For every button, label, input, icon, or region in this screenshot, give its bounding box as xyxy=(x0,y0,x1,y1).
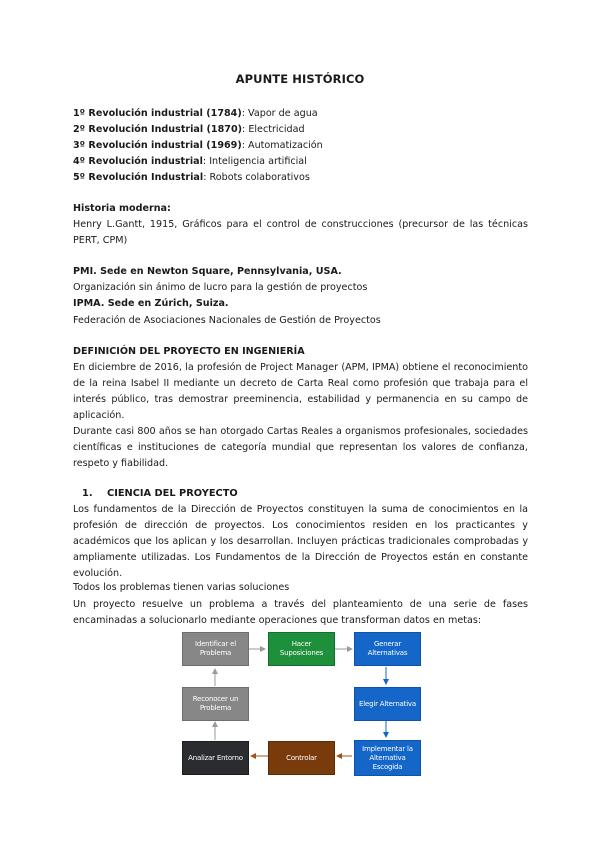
revolution-item-5 xyxy=(73,170,527,186)
revolution-sep: : xyxy=(241,140,249,151)
box-hacer-suposiciones: Hacer Suposiciones xyxy=(268,632,335,666)
ipma-heading: IPMA. Sede en Zúrich, Suiza. xyxy=(73,298,229,309)
section-number: 1. xyxy=(82,488,93,499)
revolution-text: Inteligencia artificial xyxy=(209,156,307,167)
revolution-label: 1º Revolución industrial (1784) xyxy=(73,108,242,119)
revolution-sep: : xyxy=(202,156,210,167)
ipma-text: Federación de Asociaciones Nacionales de Gestión de Proyectos xyxy=(73,315,381,326)
box-identificar-problema: Identificar el Problema xyxy=(182,632,249,666)
definition-heading: DEFINICIÓN DEL PROYECTO EN INGENIERÍA xyxy=(73,346,305,357)
revolution-item-4 xyxy=(73,154,527,170)
section-title: CIENCIA DEL PROYECTO xyxy=(107,488,238,499)
revolution-item-3 xyxy=(73,138,527,154)
revolution-text: Robots colaborativos xyxy=(209,172,310,183)
box-elegir-alternativa: Elegir Alternativa xyxy=(354,687,421,721)
revolution-label: 4º Revolución industrial xyxy=(73,156,203,167)
revolution-sep: : xyxy=(241,108,249,119)
revolution-text: Electricidad xyxy=(248,124,305,135)
definition-paragraph-2: Durante casi 800 años se han otorgado Cartas Reales a organismos profesionales, sociedades científicas e instituciones de categoría mundial que representan los valores de confianza, respeto y fiabilidad. xyxy=(73,426,528,469)
revolution-text: Automatización xyxy=(248,140,323,151)
box-reconocer-problema: Reconocer un Problema xyxy=(182,687,249,721)
section-1-paragraph-1: Los fundamentos de la Dirección de Proyectos constituyen la suma de conocimientos en la profesión de dirección de proyectos. Los conocimientos residen en los practicantes y académicos que los aplican y los desarrollan. Incluyen prácticas tradicionales comprobadas y ampliamente utilizadas. Los Fundamentos de la Dirección de Proyectos están en constante evolución. xyxy=(73,504,528,579)
pmi-heading: PMI. Sede en Newton Square, Pennsylvania, USA. xyxy=(73,266,342,277)
page-title: APUNTE HISTÓRICO xyxy=(235,72,365,86)
box-controlar: Controlar xyxy=(268,741,335,775)
revolution-label: 5º Revolución Industrial xyxy=(73,172,204,183)
section-1-heading xyxy=(82,486,238,502)
revolution-item-2 xyxy=(73,122,527,138)
revolution-sep: : xyxy=(203,172,210,183)
modern-history-heading: Historia moderna: xyxy=(73,203,171,214)
box-generar-alternativas: Generar Alternativas xyxy=(354,632,421,666)
revolution-item-1 xyxy=(73,106,527,122)
box-implementar-alternativa: Implementar la Alternativa Escogida xyxy=(354,740,421,776)
pmi-text: Organización sin ánimo de lucro para la gestión de proyectos xyxy=(73,282,368,293)
revolution-sep: : xyxy=(242,124,249,135)
revolution-label: 2º Revolución Industrial (1870) xyxy=(73,124,243,135)
revolution-text: Vapor de agua xyxy=(248,108,318,119)
modern-history-text: Henry L.Gantt, 1915, Gráficos para el control de construcciones (precursor de las técnicas PERT, CPM) xyxy=(73,219,528,246)
section-1-paragraph-2: Todos los problemas tienen varias soluciones xyxy=(73,582,290,593)
box-analizar-entorno: Analizar Entorno xyxy=(182,741,249,775)
section-1-paragraph-3: Un proyecto resuelve un problema a través del planteamiento de una serie de fases encaminadas a solucionarlo mediante operaciones que transforman datos en metas: xyxy=(73,599,528,626)
revolution-label: 3º Revolución industrial (1969) xyxy=(73,140,242,151)
definition-paragraph-1: En diciembre de 2016, la profesión de Project Manager (APM, IPMA) obtiene el reconocimiento de la reina Isabel II mediante un decreto de Carta Real como profesión que trabaja para el interés público, tras demostrar preeminencia, estabilidad y permanencia en su campo de aplicación. xyxy=(73,362,528,421)
